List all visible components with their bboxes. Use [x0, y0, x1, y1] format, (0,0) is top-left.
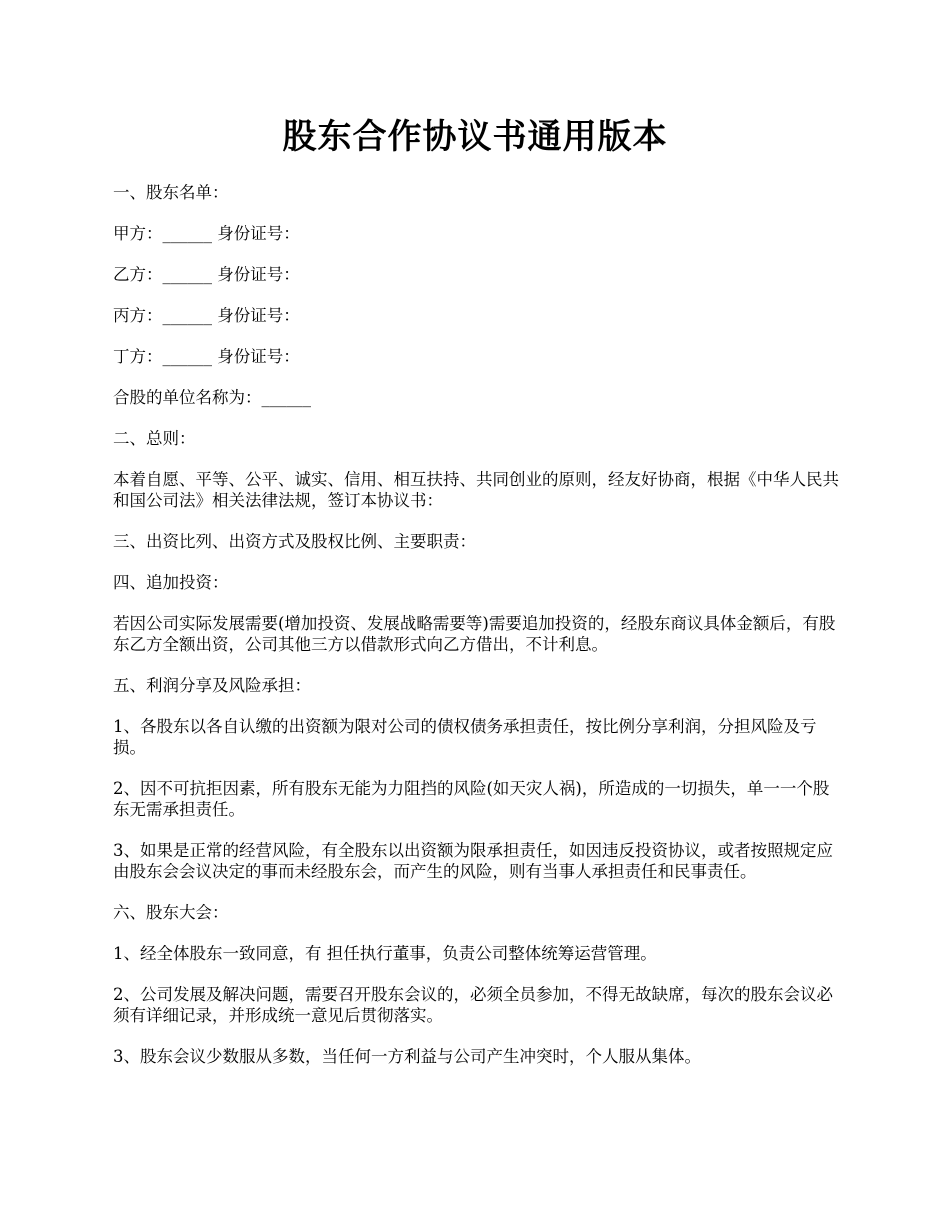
document-body [113, 182, 843, 1087]
additional-investment-paragraph: 若因公司实际发展需要(增加投资、发展战略需要等)需要追加投资的，经股东商议具体金额后，有股东乙方全额出资，公司其他三方以借款形式向乙方借出，不计利息。 [113, 614, 836, 654]
profit-risk-clause-2: 2、因不可抗拒因素，所有股东无能为力阻挡的风险(如天灾人祸)，所造成的一切损失，单一一个股东无需承担责任。 [113, 779, 830, 819]
meeting-clause-2: 2、公司发展及解决问题，需要召开股东会议的，必须全员参加，不得无故缺席，每次的股东会议必须有详细记录，并形成统一意见后贯彻落实。 [113, 985, 833, 1025]
party-a-line: 甲方：______ 身份证号： [113, 224, 300, 243]
general-paragraph: 本着自愿、平等、公平、诚实、信用、相互扶持、共同创业的原则，经友好协商，根据《中华人民共和国公司法》相关法律法规，签订本协议书： [113, 470, 839, 510]
party-d-line: 丁方：______ 身份证号： [113, 347, 300, 366]
profit-risk-clause-1: 1、各股东以各自认缴的出资额为限对公司的债权债务承担责任，按比例分享利润，分担风险及亏损。 [113, 717, 817, 757]
section-heading-shareholders-meeting: 六、股东大会： [113, 903, 229, 922]
section-heading-additional-investment: 四、追加投资： [113, 573, 229, 592]
company-name-line: 合股的单位名称为：______ [113, 388, 311, 407]
section-heading-capital: 三、出资比列、出资方式及股权比例、主要职责： [113, 532, 476, 551]
section-heading-profit-risk: 五、利润分享及风险承担： [113, 676, 311, 695]
document-title: 股东合作协议书通用版本 [282, 117, 668, 157]
meeting-clause-3: 3、股东会议少数服从多数，当任何一方利益与公司产生冲突时，个人服从集体。 [113, 1047, 701, 1066]
party-b-line: 乙方：______ 身份证号： [113, 265, 300, 284]
meeting-clause-1: 1、经全体股东一致同意，有 担任执行董事，负责公司整体统筹运营管理。 [113, 944, 657, 963]
party-c-line: 丙方：______ 身份证号： [113, 306, 300, 325]
section-heading-shareholders: 一、股东名单： [113, 183, 229, 202]
profit-risk-clause-3: 3、如果是正常的经营风险，有全股东以出资额为限承担责任，如因违反投资协议，或者按照规定应由股东会会议决定的事而未经股东会，而产生的风险，则有当事人承担责任和民事责任。 [113, 841, 833, 881]
section-heading-general: 二、总则： [113, 429, 196, 448]
